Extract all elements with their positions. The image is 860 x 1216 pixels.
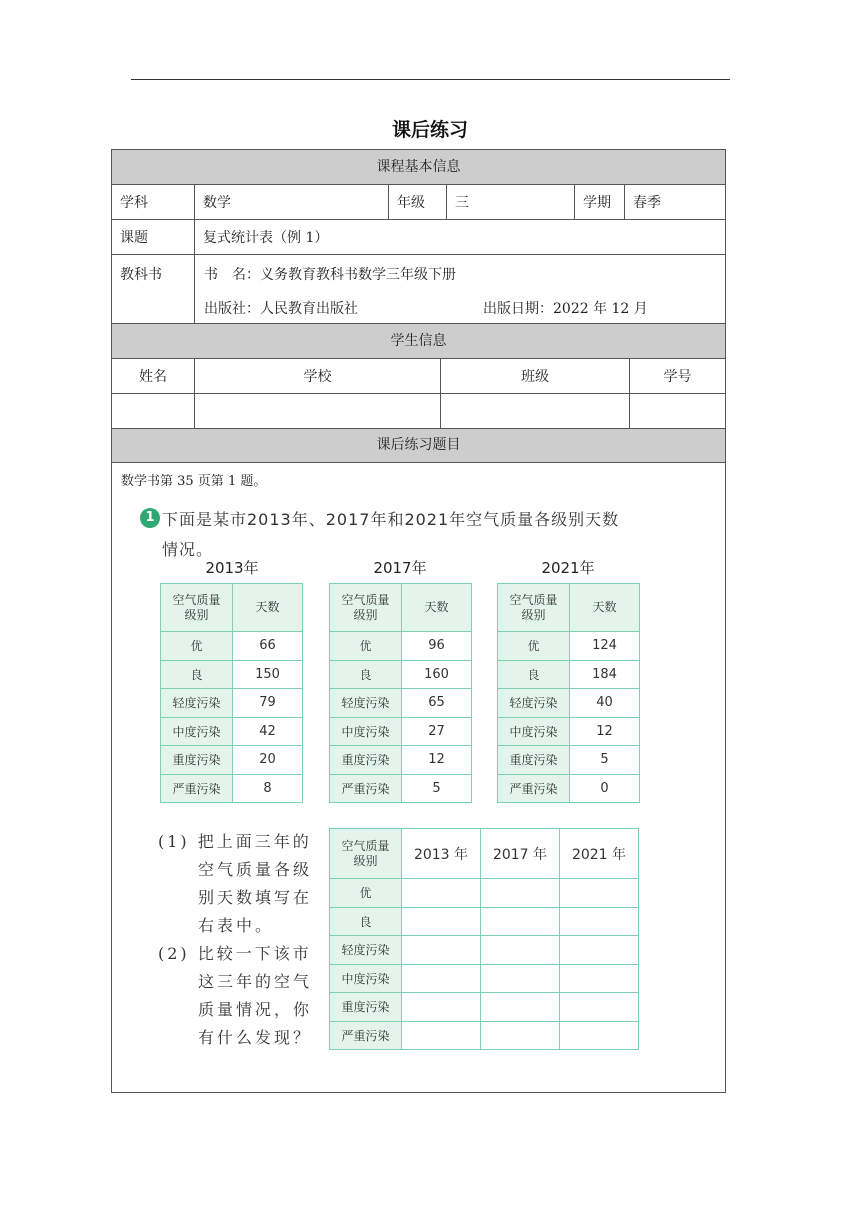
days-value: 8 bbox=[233, 774, 303, 803]
q1-line-3: 别天数填写在 bbox=[198, 888, 313, 907]
table-row bbox=[330, 936, 639, 965]
level-cell: 优 bbox=[330, 632, 402, 661]
year-header: 2017 年 bbox=[481, 829, 560, 879]
blank-cell[interactable] bbox=[560, 907, 639, 936]
level-cell: 良 bbox=[498, 660, 570, 689]
worksheet-table bbox=[111, 149, 726, 1093]
school-field[interactable] bbox=[194, 394, 440, 428]
year-label-2021: 2021年 bbox=[541, 559, 595, 577]
id-label: 学号 bbox=[629, 359, 725, 393]
exercise-header: 课后练习题目 bbox=[112, 429, 725, 463]
year-header: 2013 年 bbox=[402, 829, 481, 879]
level-cell: 轻度污染 bbox=[330, 689, 402, 718]
problem-line-2: 情况。 bbox=[162, 540, 214, 559]
problem-number-badge: 1 bbox=[140, 508, 160, 528]
student-info-header: 学生信息 bbox=[112, 324, 725, 359]
basic-info-header: 课程基本信息 bbox=[112, 150, 725, 185]
days-value: 65 bbox=[402, 689, 472, 718]
level-header bbox=[330, 829, 402, 879]
table-row bbox=[161, 660, 303, 689]
page-title: 课后练习 bbox=[391, 119, 468, 141]
table-row bbox=[330, 879, 639, 908]
level-cell: 良 bbox=[330, 907, 402, 936]
q1-line-1: (1) 把上面三年的 bbox=[158, 832, 312, 851]
table-2021 bbox=[497, 583, 640, 803]
table-row bbox=[498, 689, 640, 718]
subject-value: 数学 bbox=[194, 185, 388, 219]
table-row bbox=[161, 632, 303, 661]
blank-cell[interactable] bbox=[402, 964, 481, 993]
level-cell: 优 bbox=[330, 879, 402, 908]
table-2013 bbox=[160, 583, 303, 803]
level-cell: 重度污染 bbox=[330, 746, 402, 775]
grade-value: 三 bbox=[446, 185, 574, 219]
table-row bbox=[498, 746, 640, 775]
name-label: 姓名 bbox=[139, 369, 167, 385]
level-header-line-1: 空气质量 bbox=[172, 592, 221, 607]
blank-cell[interactable] bbox=[560, 1021, 639, 1050]
combined-table bbox=[329, 828, 639, 1050]
table-row bbox=[161, 717, 303, 746]
q2-line-1: (2) 比较一下该市 bbox=[158, 944, 312, 963]
blank-cell[interactable] bbox=[402, 993, 481, 1022]
level-header-line-1: 空气质量 bbox=[341, 838, 390, 853]
level-header-line-2: 级别 bbox=[353, 607, 378, 622]
level-cell: 中度污染 bbox=[330, 964, 402, 993]
topic-row bbox=[112, 220, 725, 255]
level-cell: 严重污染 bbox=[330, 774, 402, 803]
top-rule bbox=[131, 79, 730, 80]
level-header-line-1: 空气质量 bbox=[509, 592, 558, 607]
blank-cell[interactable] bbox=[481, 993, 560, 1022]
year-label-2013: 2013年 bbox=[205, 559, 259, 577]
term-value: 春季 bbox=[624, 185, 725, 219]
q2-line-3: 质量情况，你 bbox=[198, 1000, 313, 1019]
days-header: 天数 bbox=[570, 584, 640, 632]
blank-cell[interactable] bbox=[560, 964, 639, 993]
table-2017 bbox=[329, 583, 472, 803]
table-row bbox=[330, 746, 472, 775]
table-row bbox=[498, 632, 640, 661]
header-row bbox=[330, 584, 472, 632]
days-value: 12 bbox=[570, 717, 640, 746]
table-row bbox=[498, 660, 640, 689]
pub-date: 出版日期：2022 年 12 月 bbox=[483, 301, 648, 317]
year-label-2017: 2017年 bbox=[373, 559, 427, 577]
id-field[interactable] bbox=[629, 394, 725, 428]
level-cell: 重度污染 bbox=[330, 993, 402, 1022]
level-cell: 重度污染 bbox=[498, 746, 570, 775]
table-row bbox=[498, 774, 640, 803]
level-cell: 严重污染 bbox=[498, 774, 570, 803]
textbook-info bbox=[194, 255, 725, 323]
days-value: 0 bbox=[570, 774, 640, 803]
blank-cell[interactable] bbox=[402, 879, 481, 908]
level-cell: 良 bbox=[161, 660, 233, 689]
q2-line-4: 有什么发现？ bbox=[198, 1028, 313, 1047]
class-field[interactable] bbox=[440, 394, 629, 428]
table-row bbox=[330, 717, 472, 746]
q1-line-4: 右表中。 bbox=[198, 916, 275, 935]
days-header: 天数 bbox=[233, 584, 303, 632]
blank-cell[interactable] bbox=[481, 879, 560, 908]
days-value: 40 bbox=[570, 689, 640, 718]
header-row bbox=[161, 584, 303, 632]
days-value: 12 bbox=[402, 746, 472, 775]
days-value: 160 bbox=[402, 660, 472, 689]
level-cell: 严重污染 bbox=[161, 774, 233, 803]
publisher: 出版社：人民教育出版社 bbox=[204, 301, 358, 317]
blank-cell[interactable] bbox=[402, 907, 481, 936]
problem-line-1: 下面是某市2013年、2017年和2021年空气质量各级别天数 bbox=[162, 510, 620, 529]
level-cell: 中度污染 bbox=[161, 717, 233, 746]
topic-value: 复式统计表（例 1） bbox=[194, 220, 725, 254]
blank-cell[interactable] bbox=[481, 936, 560, 965]
table-row bbox=[330, 907, 639, 936]
days-header: 天数 bbox=[402, 584, 472, 632]
subject-row bbox=[112, 185, 725, 220]
table-row bbox=[161, 774, 303, 803]
level-header bbox=[498, 584, 570, 632]
level-header-line-1: 空气质量 bbox=[341, 592, 390, 607]
table-row bbox=[330, 774, 472, 803]
subject-label: 学科 bbox=[120, 195, 148, 211]
days-value: 27 bbox=[402, 717, 472, 746]
days-value: 79 bbox=[233, 689, 303, 718]
level-header-line-2: 级别 bbox=[521, 607, 546, 622]
blank-cell[interactable] bbox=[481, 1021, 560, 1050]
days-value: 20 bbox=[233, 746, 303, 775]
blank-cell[interactable] bbox=[481, 964, 560, 993]
header-row bbox=[330, 829, 639, 879]
table-row bbox=[161, 689, 303, 718]
level-cell: 严重污染 bbox=[330, 1021, 402, 1050]
level-header-line-2: 级别 bbox=[353, 853, 378, 868]
level-cell: 中度污染 bbox=[498, 717, 570, 746]
level-cell: 轻度污染 bbox=[498, 689, 570, 718]
table-row bbox=[161, 746, 303, 775]
days-value: 5 bbox=[402, 774, 472, 803]
exercise-source: 数学书第 35 页第 1 题。 bbox=[121, 474, 267, 489]
level-cell: 轻度污染 bbox=[161, 689, 233, 718]
table-row bbox=[330, 632, 472, 661]
table-row bbox=[330, 689, 472, 718]
school-label: 学校 bbox=[194, 359, 440, 393]
days-value: 66 bbox=[233, 632, 303, 661]
blank-cell[interactable] bbox=[402, 1021, 481, 1050]
level-header-line-2: 级别 bbox=[184, 607, 209, 622]
table-row bbox=[330, 660, 472, 689]
q2-line-2: 这三年的空气 bbox=[198, 972, 313, 991]
student-value-row bbox=[112, 394, 725, 429]
level-cell: 中度污染 bbox=[330, 717, 402, 746]
level-cell: 轻度污染 bbox=[330, 936, 402, 965]
grade-label: 年级 bbox=[388, 185, 446, 219]
table-row bbox=[330, 964, 639, 993]
topic-label: 课题 bbox=[120, 230, 148, 246]
q1-line-2: 空气质量各级 bbox=[198, 860, 313, 879]
year-header: 2021 年 bbox=[560, 829, 639, 879]
class-label: 班级 bbox=[440, 359, 629, 393]
days-value: 184 bbox=[570, 660, 640, 689]
level-cell: 重度污染 bbox=[161, 746, 233, 775]
level-header bbox=[330, 584, 402, 632]
days-value: 150 bbox=[233, 660, 303, 689]
table-row bbox=[330, 993, 639, 1022]
textbook-row bbox=[112, 255, 725, 324]
textbook-label: 教科书 bbox=[120, 267, 162, 283]
blank-cell[interactable] bbox=[560, 993, 639, 1022]
days-value: 96 bbox=[402, 632, 472, 661]
blank-cell[interactable] bbox=[402, 936, 481, 965]
term-label: 学期 bbox=[574, 185, 624, 219]
table-row bbox=[330, 1021, 639, 1050]
level-cell: 优 bbox=[498, 632, 570, 661]
name-field[interactable] bbox=[112, 394, 194, 428]
blank-cell[interactable] bbox=[560, 936, 639, 965]
days-value: 124 bbox=[570, 632, 640, 661]
level-cell: 优 bbox=[161, 632, 233, 661]
days-value: 5 bbox=[570, 746, 640, 775]
student-label-row bbox=[112, 359, 725, 394]
days-value: 42 bbox=[233, 717, 303, 746]
book-name: 书 名：义务教育教科书数学三年级下册 bbox=[204, 267, 456, 283]
blank-cell[interactable] bbox=[481, 907, 560, 936]
blank-cell[interactable] bbox=[560, 879, 639, 908]
header-row bbox=[498, 584, 640, 632]
table-row bbox=[498, 717, 640, 746]
level-cell: 良 bbox=[330, 660, 402, 689]
level-header bbox=[161, 584, 233, 632]
